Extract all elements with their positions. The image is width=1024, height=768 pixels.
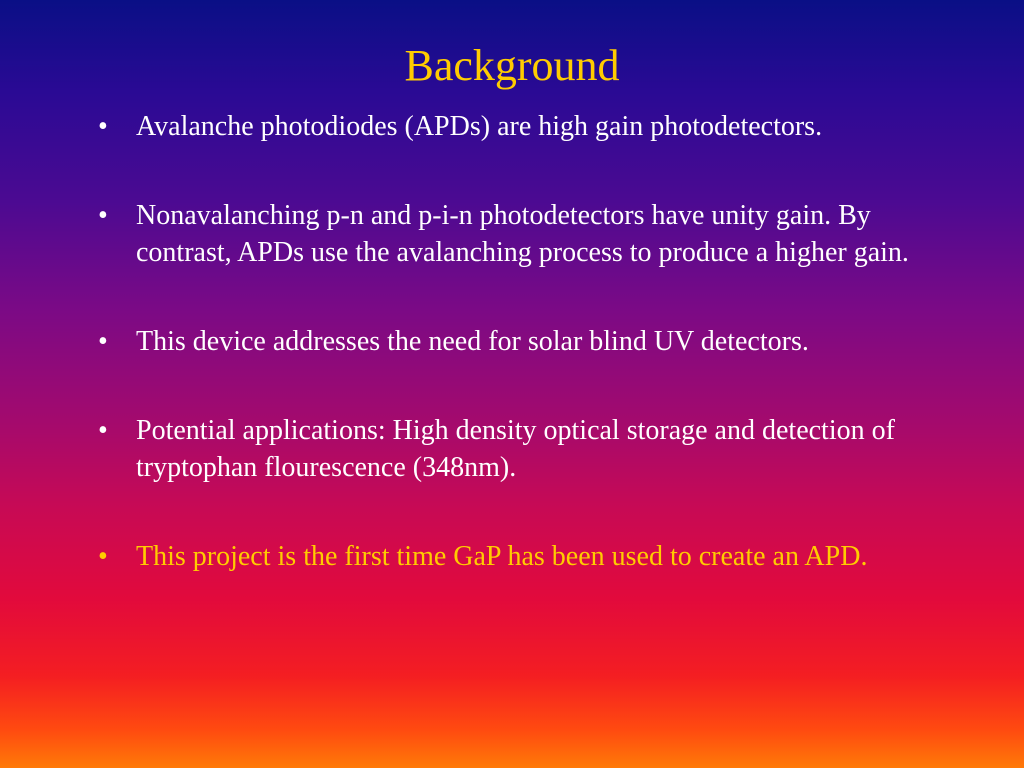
bullet-text: Nonavalanching p-n and p-i-n photodetectors have unity gain. By contrast, APDs use the avalanching process to produce a higher gain.	[136, 200, 909, 268]
bullet-text: This device addresses the need for solar blind UV detectors.	[136, 326, 809, 357]
bullet-icon: •	[98, 541, 108, 572]
bullet-item	[96, 108, 956, 145]
slide-title: Background	[404, 41, 620, 90]
bullet-item	[96, 412, 956, 486]
bullet-item	[96, 538, 956, 575]
bullet-icon: •	[98, 415, 108, 446]
bullet-icon: •	[98, 326, 108, 357]
bullet-icon: •	[98, 200, 108, 231]
bullet-item	[96, 197, 956, 271]
bullet-text: This project is the first time GaP has been used to create an APD.	[136, 541, 868, 572]
bullet-list	[96, 108, 956, 627]
bullet-text: Potential applications: High density optical storage and detection of tryptophan flourescence (348nm).	[136, 415, 895, 483]
bullet-text: Avalanche photodiodes (APDs) are high gain photodetectors.	[136, 111, 823, 142]
bullet-item	[96, 323, 956, 360]
bullet-icon: •	[98, 111, 108, 142]
